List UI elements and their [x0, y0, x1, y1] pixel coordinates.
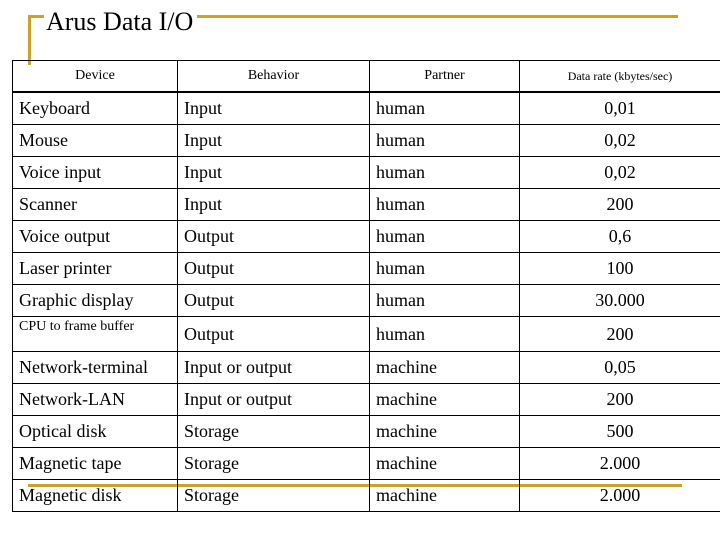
behavior-cell: Input — [178, 92, 370, 125]
table-row — [13, 157, 720, 189]
data-rate-cell: 200 — [520, 189, 720, 221]
partner-cell: human — [370, 125, 520, 157]
data-rate-cell: 0,01 — [520, 92, 720, 125]
device-cell: CPU to frame buffer — [13, 317, 178, 351]
behavior-cell: Input — [178, 125, 370, 157]
behavior-cell: Storage — [178, 447, 370, 479]
behavior-cell: Input — [178, 189, 370, 221]
data-rate-cell: 2.000 — [520, 447, 720, 479]
table-row — [13, 285, 720, 317]
device-cell: Voice output — [13, 221, 178, 253]
behavior-cell: Storage — [178, 415, 370, 447]
device-cell: Keyboard — [13, 92, 178, 125]
behavior-cell: Output — [178, 221, 370, 253]
table-row — [13, 351, 720, 383]
behavior-cell: Input or output — [178, 383, 370, 415]
data-rate-cell: 0,6 — [520, 221, 720, 253]
partner-cell: human — [370, 285, 520, 317]
header-behavior: Behavior — [178, 61, 370, 93]
table-row — [13, 92, 720, 125]
device-cell: Magnetic disk — [13, 479, 178, 511]
data-rate-cell: 30.000 — [520, 285, 720, 317]
data-rate-cell: 200 — [520, 383, 720, 415]
header-partner: Partner — [370, 61, 520, 93]
behavior-cell: Input — [178, 157, 370, 189]
device-cell: Network-terminal — [13, 351, 178, 383]
table-header-row — [13, 61, 720, 93]
table-row — [13, 415, 720, 447]
device-cell: Voice input — [13, 157, 178, 189]
table-row — [13, 479, 720, 511]
table-body — [13, 92, 720, 512]
partner-cell: machine — [370, 447, 520, 479]
data-rate-cell: 200 — [520, 317, 720, 351]
table-row — [13, 317, 720, 351]
partner-cell: human — [370, 157, 520, 189]
slide-title: Arus Data I/O — [44, 4, 197, 40]
table-row — [13, 253, 720, 285]
partner-cell: human — [370, 92, 520, 125]
device-cell: Magnetic tape — [13, 447, 178, 479]
decorative-vertical-rule — [28, 15, 31, 65]
partner-cell: human — [370, 253, 520, 285]
table-row — [13, 189, 720, 221]
device-cell: Scanner — [13, 189, 178, 221]
partner-cell: machine — [370, 415, 520, 447]
partner-cell: machine — [370, 479, 520, 511]
behavior-cell: Output — [178, 317, 370, 351]
behavior-cell: Storage — [178, 479, 370, 511]
data-rate-cell: 0,02 — [520, 125, 720, 157]
partner-cell: human — [370, 221, 520, 253]
device-cell: Mouse — [13, 125, 178, 157]
table-row — [13, 221, 720, 253]
device-cell: Laser printer — [13, 253, 178, 285]
header-device: Device — [13, 61, 178, 93]
device-cell: Optical disk — [13, 415, 178, 447]
behavior-cell: Input or output — [178, 351, 370, 383]
partner-cell: machine — [370, 351, 520, 383]
behavior-cell: Output — [178, 285, 370, 317]
behavior-cell: Output — [178, 253, 370, 285]
data-rate-cell: 0,02 — [520, 157, 720, 189]
partner-cell: human — [370, 317, 520, 351]
partner-cell: machine — [370, 383, 520, 415]
data-rate-cell: 100 — [520, 253, 720, 285]
table-row — [13, 383, 720, 415]
io-data-rate-table — [12, 60, 720, 512]
data-rate-cell: 500 — [520, 415, 720, 447]
device-cell: Network-LAN — [13, 383, 178, 415]
table-row — [13, 447, 720, 479]
table-row — [13, 125, 720, 157]
data-rate-cell: 2.000 — [520, 479, 720, 511]
device-cell: Graphic display — [13, 285, 178, 317]
header-data-rate: Data rate (kbytes/sec) — [520, 61, 720, 93]
data-rate-cell: 0,05 — [520, 351, 720, 383]
partner-cell: human — [370, 189, 520, 221]
